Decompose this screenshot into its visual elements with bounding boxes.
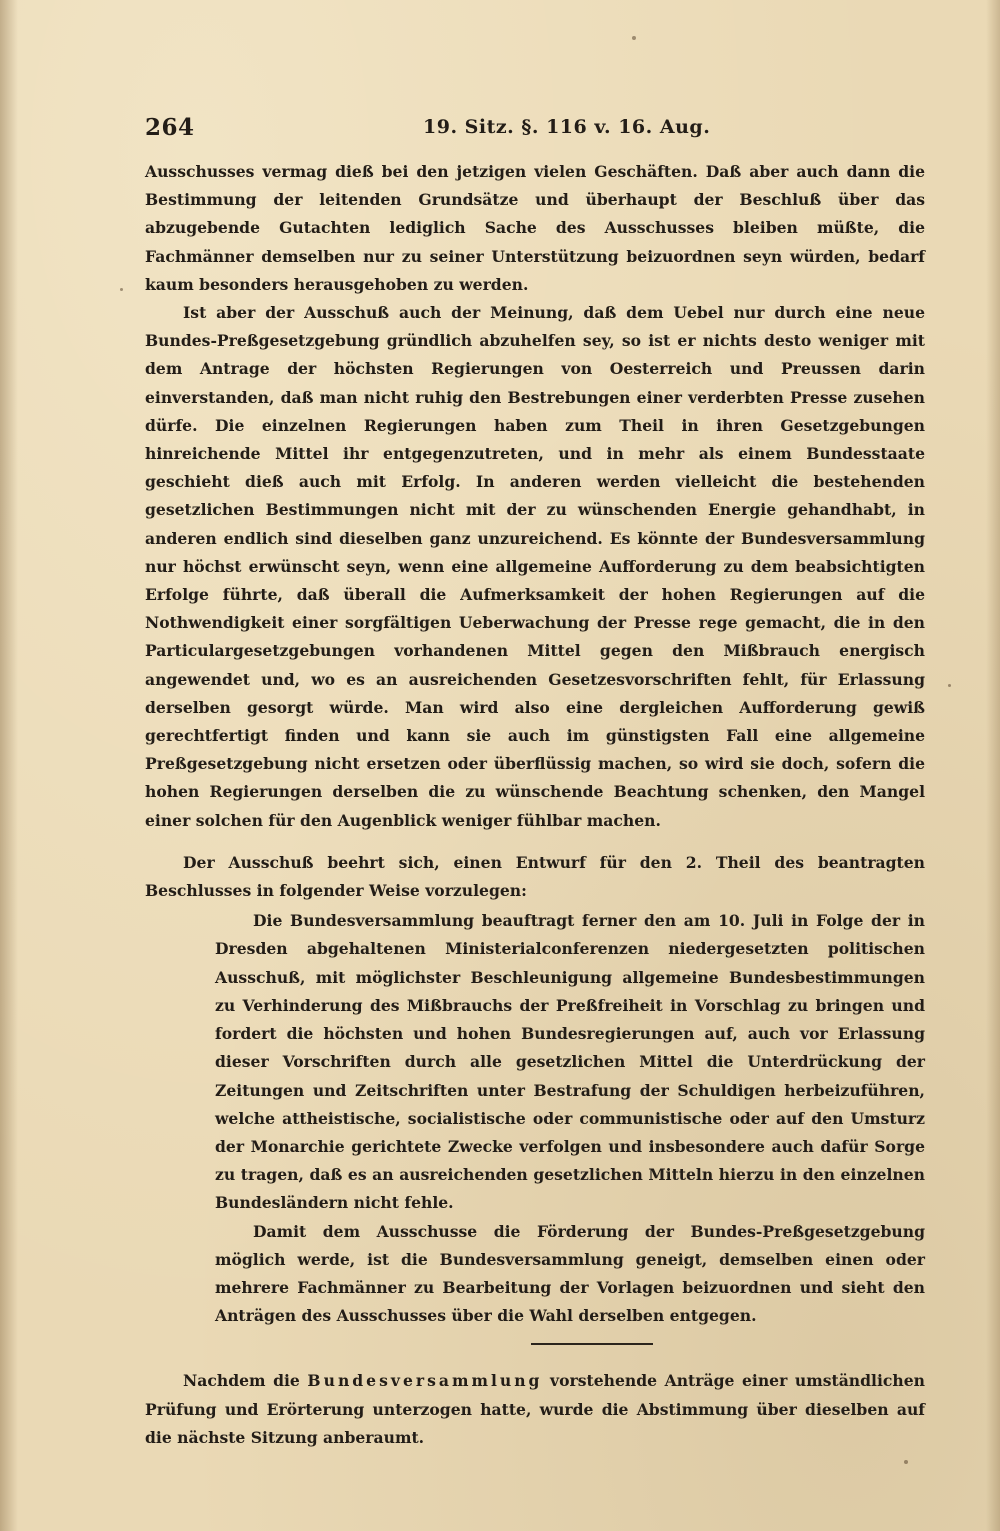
paper-speck [120,288,123,291]
paper-speck [948,684,951,687]
page-number: 264 [145,114,195,141]
draft-resolution-paragraph-1: Die Bundesversammlung beauftragt ferner den am 10. Juli in Folge der in Dresden abgehaltenen Ministerialconferenzen niedergesetzten politischen Ausschuß, mit möglichster Beschleunigung allgemeine Bundesbestimmungen zu Verhinderung des Mißbrauchs der Preßfreiheit in Vorschlag zu bringen und fordert die höchsten und hohen Bundesregierungen auf, auch vor Erlassung dieser Vorschriften durch alle gesetzlichen Mittel die Unterdrückung der Zeitungen und Zeitschriften unter Bestrafung der Schuldigen herbeizuführen, welche attheistische, socialistische oder communistische oder auf den Umsturz der Monarchie gerichtete Zwecke verfolgen und insbesondere auch dafür Sorge zu tragen, daß es an ausreichenden gesetzlichen Mitteln hierzu in den einzelnen Bundesländern nicht fehle. [215,911,925,1213]
section-divider [531,1343,653,1345]
closing-lead: Nachdem die [183,1371,308,1391]
draft-resolution-paragraph-2: Damit dem Ausschusse die Förderung der Bundes-Preßgesetzgebung möglich werde, ist die Bundesversammlung geneigt, demselben einen oder mehrere Fachmänner zu Bearbeitung der Vorlagen beizuordnen und sieht den Anträgen des Ausschusses über die Wahl derselben entgegen. [215,1221,925,1326]
page-header [145,114,925,148]
paper-speck [632,36,636,40]
page-edge-shadow-right [986,0,1000,1531]
paragraph-draft-intro: Der Ausschuß beehrt sich, einen Entwurf für den 2. Theil des beantragten Beschlusses in folgender Weise vorzulegen: [145,852,925,901]
paragraph-closing [145,1367,925,1452]
closing-rest: vorstehende Anträge einer umständlichen Prüfung und Erörterung unterzogen hatte, wurde die Abstimmung über dieselben auf die nächste Sitzung anberaumt. [145,1371,925,1447]
closing-spaced-word: Bundesversammlung [307,1371,543,1391]
page-edge-shadow-left [0,0,18,1531]
running-head: 19. Sitz. §. 116 v. 16. Aug. [423,116,711,138]
paper-speck [904,1460,908,1464]
paragraph-continuation: Ausschusses vermag dieß bei den jetzigen vielen Geschäften. Daß aber auch dann die Bestimmung der leitenden Grundsätze und überhaupt der Beschluß über das abzugebende Gutachten lediglich Sache des Ausschusses bleiben müßte, die Fachmänner demselben nur zu seiner Unterstützung beizuordnen seyn würden, bedarf kaum besonders herausgehoben zu werden. [145,162,925,294]
paragraph-committee-opinion: Ist aber der Ausschuß auch der Meinung, daß dem Uebel nur durch eine neue Bundes-Preßgesetzgebung gründlich abzuhelfen sey, so ist er nichts desto weniger mit dem Antrage der höchsten Regierungen von Oesterreich und Preussen darin einverstanden, daß man nicht ruhig den Bestrebungen einer verderbten Presse zusehen dürfe. Die einzelnen Regierungen haben zum Theil in ihren Gesetzgebungen hinreichende Mittel ihr entgegenzutreten, und in mehr als einem Bundesstaate geschieht dieß auch mit Erfolg. In anderen werden vielleicht die bestehenden gesetzlichen Bestimmungen nicht mit der zu wünschenden Energie gehandhabt, in anderen endlich sind dieselben ganz unzureichend. Es könnte der Bundesversammlung nur höchst erwünscht seyn, wenn eine allgemeine Aufforderung zu dem beabsichtigten Erfolge führte, daß überall die Aufmerksamkeit der hohen Regierungen auf die Nothwendigkeit einer sorgfältigen Ueberwachung der Presse rege gemacht, die in den Particulargesetzgebungen vorhandenen Mittel gegen den Mißbrauch energisch angewendet und, wo es an ausreichenden Gesetzesvorschriften fehlt, für Erlassung derselben gesorgt würde. Man wird also eine dergleichen Aufforderung gewiß gerechtfertigt finden und kann sie auch im günstigsten Fall eine allgemeine Preßgesetzgebung nicht ersetzen oder überflüssig machen, so wird sie doch, sofern die hohen Regierungen derselben die zu wünschende Beachtung schenken, den Mangel einer solchen für den Augenblick weniger fühlbar machen. [145,303,925,830]
body-text [145,158,925,1452]
draft-resolution [215,907,925,1330]
